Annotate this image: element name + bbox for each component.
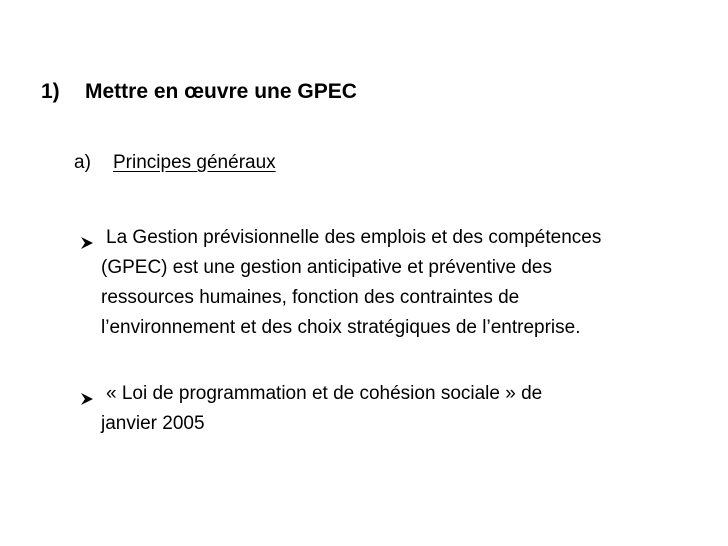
- bullet-line: La Gestion prévisionnelle des emplois et des compétences: [106, 227, 602, 248]
- bullet-line: l’environnement et des choix stratégiques de l’entreprise.: [101, 317, 581, 338]
- bullet-item: [80, 379, 710, 439]
- section-number: 1): [41, 80, 60, 103]
- bullet-text: [80, 223, 710, 343]
- arrowhead-bullet-icon: [80, 223, 100, 253]
- bullet-line: (GPEC) est une gestion anticipative et préventive des: [101, 257, 552, 278]
- bullet-item: [80, 223, 710, 343]
- arrowhead-bullet-icon: [80, 379, 100, 409]
- bullet-text: [80, 379, 710, 439]
- bullet-line: « Loi de programmation et de cohésion sociale » de: [106, 383, 543, 404]
- subsection-heading: [74, 152, 276, 174]
- bullet-line: janvier 2005: [101, 413, 205, 434]
- subsection-title: Principes généraux: [113, 152, 276, 173]
- section-heading: [41, 80, 357, 104]
- subsection-letter: a): [74, 152, 91, 173]
- section-title: Mettre en œuvre une GPEC: [85, 80, 357, 103]
- bullet-line: ressources humaines, fonction des contraintes de: [101, 287, 520, 308]
